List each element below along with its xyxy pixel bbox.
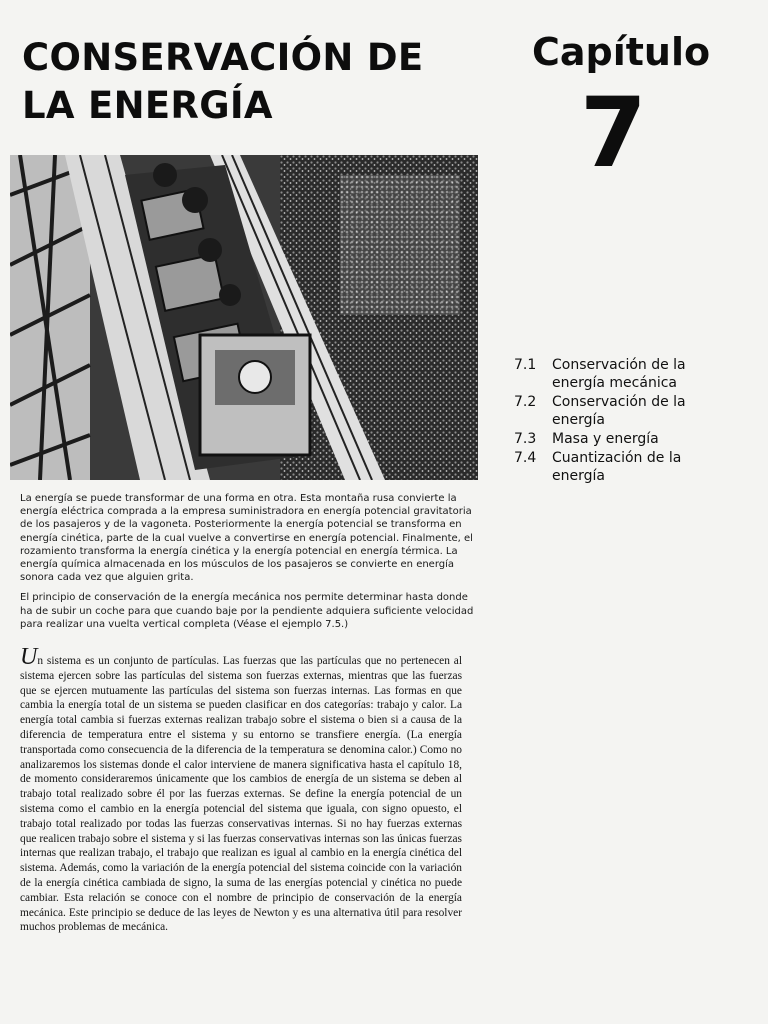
photo-caption: [20, 492, 482, 638]
roller-coaster-photo: [10, 155, 478, 480]
caption-paragraph: El principio de conservación de la energía mecánica nos permite determinar hasta donde ha de subir un coche para que cuando baje por la pendiente adquiera suficiente velocidad para realizar una vuelta vertical completa (Véase el ejemplo 7.5.): [20, 592, 474, 630]
drop-cap: U: [20, 644, 38, 670]
toc-title: Masa y energía: [552, 431, 659, 447]
toc-item: [514, 430, 734, 448]
toc-item: [514, 449, 734, 485]
toc-number: 7.4: [514, 450, 537, 466]
table-of-contents: [514, 356, 734, 486]
chapter-label: Capítulo: [532, 30, 711, 74]
roller-coaster-illustration: [10, 155, 478, 480]
toc-title: Cuantización de la energía: [552, 450, 682, 484]
toc-item: [514, 356, 734, 392]
chapter-number: 7: [580, 77, 647, 189]
chapter-title: CONSERVACIÓN DE LA ENERGÍA: [22, 36, 424, 127]
toc-number: 7.3: [514, 431, 537, 447]
toc-title: Conservación de la energía: [552, 394, 686, 428]
body-paragraph: [20, 644, 462, 935]
toc-number: 7.1: [514, 357, 537, 373]
toc-number: 7.2: [514, 394, 537, 410]
toc-item: [514, 393, 734, 429]
body-text: n sistema es un conjunto de partículas. Las fuerzas que las partículas que no pertenecen al sistema ejercen sobre las partículas del sistema son fuerzas externas, mientras que las fuerzas que se ejercen mutuamente las partículas del sistema son fuerzas internas. Las formas en que cambia la energía total de un sistema se pueden clasificar en dos categorías: trabajo y calor. La energía total cambia si fuerzas externas realizan trabajo sobre el sistema o bien si a causa de la diferencia de temperatura entre el sistema y su entorno se transfiere energía. (La energía transportada como consecuencia de la diferencia de la temperatura se denomina calor.) Como no analizaremos los sistemas donde el calor interviene de manera significativa hasta el capítulo 18, de momento consideraremos únicamente que los cambios de energía de un sistema se deben al trabajo total realizado sobre él por las fuerzas externas. Se define la energía potencial de un sistema como el cambio en la energía potencial del sistema que iguala, con signo opuesto, el trabajo total realizado por todas las fuerzas conservativas internas. Si no hay fuerzas externas que realicen trabajo sobre el sistema y si las fuerzas conservativas internas son las únicas fuerzas internas que realizan trabajo, el trabajo que realizan es igual al cambio en la energía cinética del sistema. Además, como la variación de la energía potencial del sistema coincide con la variación de la energía cinética cambiada de signo, la suma de las energías potencial y cinética no puede cambiar. Esta relación se conoce con el nombre de principio de conservación de la energía mecánica. Este principio se deduce de las leyes de Newton y es una alternativa útil para resolver muchos problemas de mecánica.: [20, 655, 462, 934]
toc-title: Conservación de la energía mecánica: [552, 357, 686, 391]
caption-paragraph: La energía se puede transformar de una forma en otra. Esta montaña rusa convierte la energía eléctrica comprada a la empresa suministradora en energía potencial gravitatoria de los pasajeros y de la vagoneta. Posteriormente la energía potencial se transforma en energía cinética, parte de la cual vuelve a convertirse en energía potencial. Finalmente, el rozamiento transforma la energía cinética y la energía potencial en energía térmica. La energía química almacenada en los músculos de los pasajeros se convierte en energía sonora cada vez que alguien grita.: [20, 493, 473, 584]
